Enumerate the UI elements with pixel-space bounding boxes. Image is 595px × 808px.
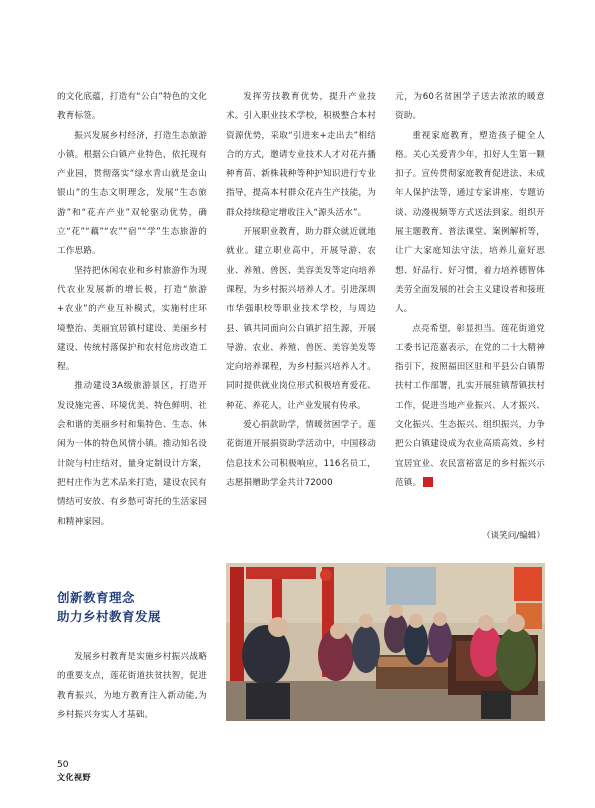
paragraph: 坚持把休闲农业和乡村旅游作为现代农业发展新的增长极，打造“旅游+农业”的产业互补模式，实施村庄环境整治、美丽宜居镇村建设、美丽乡村建设、传统村落保护和农村危房改造工程。 (57, 265, 207, 373)
text-column-1-lower (57, 648, 207, 725)
text-column-2 (226, 88, 376, 493)
magazine-name: 文化视野 (57, 773, 91, 782)
end-mark-icon: N (423, 477, 433, 487)
paragraph (395, 320, 545, 494)
page-number: 50 (57, 760, 69, 770)
paragraph: 发挥劳技教育优势，提升产业技术。引入职业技术学校，积极整合本村资源优势，采取“引进来+走出去”相结合的方式，邀请专业技术人才对花卉播种育苗、新株栽种等种护知识进行专业指导，提高本村群众花卉生产技能，为群众持续稳定增收注入“源头活水”。 (226, 92, 376, 218)
paragraph: 爱心捐款助学，情暖贫困学子。莲花街道开展捐资助学活动中，中国移动信息技术公司积极响应，116名员工，志愿捐赠助学金共计72000 (226, 420, 376, 488)
section-heading-line: 创新教育理念 (57, 590, 136, 605)
photo-illustration (226, 563, 545, 721)
paragraph: 重视家庭教育，塑造孩子健全人格。关心关爱青少年，扣好人生第一颗扣子。宣传贯彻家庭教育促进法、未成年人保护法等，通过专家讲座、专题访谈、动漫视频等方式送法到家。组织开展主题教育、普法课堂、案例解析等，让广大家庭知法守法，培养儿童好思想、好品行、好习惯，着力培养德智体美劳全面发展的社会主义建设者和接班人。 (395, 130, 545, 315)
paragraph: 发展乡村教育是实施乡村振兴战略的重要支点，莲花街道扶贫扶智，促进教育振兴，为地方教育注入新动能,为乡村振兴夯实人才基础。 (57, 652, 207, 720)
section-heading-line: 助力乡村教育发展 (57, 609, 162, 624)
photo-meeting-room (226, 563, 545, 721)
paragraph: 推动建设3A级旅游景区，打造开发设施完善、环境优美、特色鲜明、社会和谐的美丽乡村和集特色、生态、休闲为一体的特色风情小镇。推动知名设计院与村庄结对，量身定制设计方案，把村庄作为艺术品来打造，建设农民有情结可安放、有乡愁可寄托的生活家园和精神家园。 (57, 381, 207, 527)
paragraph: 开展职业教育，助力群众就近就地就业。建立职业高中，开展导游、农业、养殖、兽医、美容美发等定向培养课程，为乡村振兴培养人才。引进深圳市华强职校等职业技术学校，与周边县、镇共同面向公白镇扩招生源，开展导游、农业、养殖、兽医、美容美发等定向培养课程，为乡村振兴培养人才。同时提供就业岗位形式积极培育爱花、种花、养花人，让产业发展有传承。 (226, 227, 376, 411)
editor-credit: （谈笑问/编辑） (481, 531, 545, 541)
paragraph: 元，为60名贫困学子送去浓浓的暖意资助。 (395, 92, 545, 122)
text-column-1 (57, 88, 207, 532)
paragraph: 振兴发展乡村经济，打造生态旅游小镇。根据公白镇产业特色，依托现有产业园，贯彻落实“绿水青山就是金山银山”的生态文明理念，发展“生态旅游”和“花卉产业”双轮驱动优势，确立“花”“藕”“农”“宿”“学”生态旅游的工作思路。 (57, 130, 207, 257)
section-heading (57, 588, 217, 626)
paragraph: 的文化底蕴，打造有“公白”特色的文化教育标签。 (57, 92, 207, 122)
text-column-3 (395, 88, 545, 493)
paragraph-text: 点亮希望，彰显担当。莲花街道党工委书记范嘉表示，在党的二十大精神指引下，按照福田区驻和平县公白镇帮扶村工作部署，扎实开展驻镇帮镇扶村工作，促进当地产业振兴、人才振兴、文化振兴、生态振兴、组织振兴，力争把公白镇建设成为农业高质高效、乡村宜居宜业、农民富裕富足的乡村振兴示范镇。 (395, 323, 545, 488)
